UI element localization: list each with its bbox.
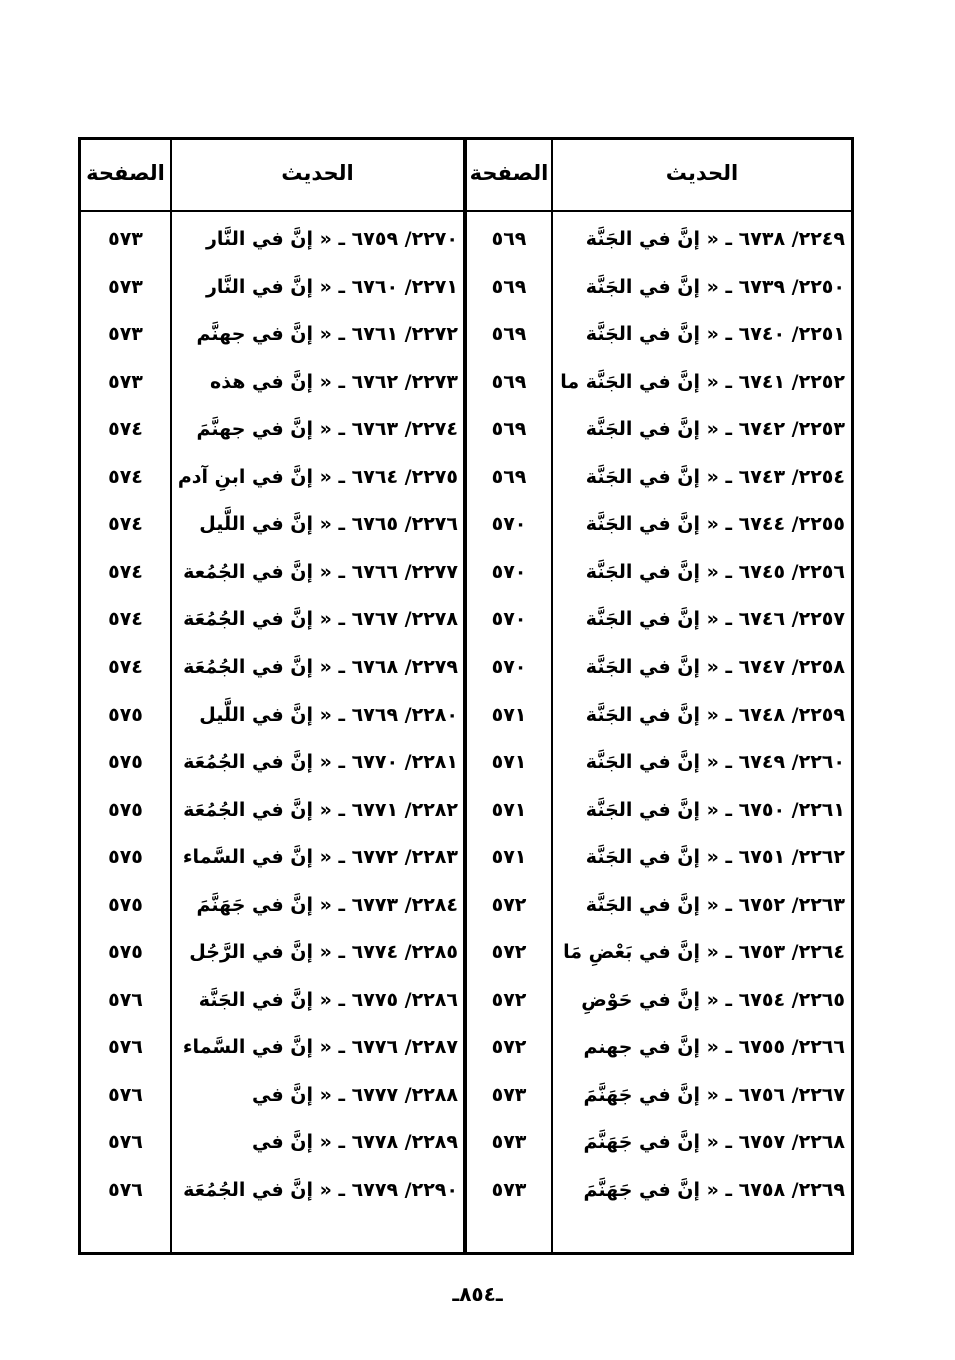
hadith-entry: ٢٢٨٦/ ٦٧٧٥ ـ « إنَّ في الجَنَّة (198, 988, 458, 1011)
hadith-entry: ٢٢٧٣/ ٦٧٦٢ ـ « إنَّ في هذه (210, 370, 458, 393)
table-row (81, 359, 851, 407)
hadith-entry: ٢٢٧٩/ ٦٧٦٨ ـ « إنَّ في الجُمُعَة (183, 655, 458, 678)
page-reference: ٥٧٥ (108, 846, 143, 869)
table-row (81, 977, 851, 1025)
table-row (81, 1024, 851, 1072)
page-reference: ٥٧٣ (108, 228, 143, 250)
hadith-entry: ٢٢٥٧/ ٦٧٤٦ ـ « إنَّ في الجَنَّة (585, 608, 845, 631)
page-reference: ٥٧٢ (491, 893, 527, 916)
hadith-entry: ٢٢٨١/ ٦٧٧٠ ـ « إنَّ في الجُمُعَة (183, 751, 458, 774)
table-row (81, 596, 851, 644)
hadith-entry: ٢٢٦٠/ ٦٧٤٩ ـ « إنَّ في الجَنَّة (585, 751, 845, 774)
page-reference: ٥٦٩ (491, 275, 527, 298)
hadith-entry: ٢٢٨٤/ ٦٧٧٣ ـ « إنَّ في جَهَنَّمَ (196, 893, 458, 916)
hadith-entry: ٢٢٦٩/ ٦٧٥٨ ـ « إنَّ في جَهَنَّمَ (583, 1179, 845, 1201)
table-row (81, 311, 851, 359)
hadith-entry: ٢٢٥٨/ ٦٧٤٧ ـ « إنَّ في الجَنَّة (585, 655, 845, 678)
hadith-entry: ٢٢٦٨/ ٦٧٥٧ ـ « إنَّ في جَهَنَّمَ (583, 1131, 845, 1154)
page-reference: ٥٧٤ (108, 560, 143, 583)
page-reference: ٥٧٤ (108, 513, 143, 536)
table-row (81, 549, 851, 597)
hadith-entry: ٢٢٨٨/ ٦٧٧٧ ـ « إنَّ في (252, 1083, 458, 1106)
hadith-entry: ٢٢٥٩/ ٦٧٤٨ ـ « إنَّ في الجَنَّة (585, 703, 845, 726)
page-reference: ٥٧٢ (491, 941, 527, 964)
table-row (81, 1167, 851, 1215)
header-hadith-right: الحديث (665, 161, 739, 185)
hadith-entry: ٢٢٥٠/ ٦٧٣٩ ـ « إنَّ في الجَنَّة (585, 275, 845, 298)
hadith-entry: ٢٢٧١/ ٦٧٦٠ ـ « إنَّ في النَّار (205, 275, 458, 298)
page-reference: ٥٧٣ (491, 1179, 527, 1201)
hadith-entry: ٢٢٧٨/ ٦٧٦٧ ـ « إنَّ في الجُمُعَة (183, 608, 458, 631)
page-reference: ٥٧٢ (491, 988, 527, 1011)
page-reference: ٥٧١ (491, 751, 527, 774)
index-table (78, 137, 854, 1255)
hadith-entry: ٢٢٥٢/ ٦٧٤١ ـ « إنَّ في الجَنَّة ما (560, 370, 845, 393)
hadith-entry: ٢٢٧٤/ ٦٧٦٣ ـ « إنَّ في جهنَّمَ (196, 418, 458, 441)
table-row (81, 406, 851, 454)
hadith-entry: ٢٢٦٣/ ٦٧٥٢ ـ « إنَّ في الجَنَّة (585, 893, 845, 916)
table-row (81, 1119, 851, 1167)
page-reference: ٥٧٤ (108, 465, 143, 488)
page-reference: ٥٦٩ (491, 418, 527, 441)
page-reference: ٥٧٤ (108, 418, 143, 441)
page-reference: ٥٧٣ (108, 275, 143, 298)
table-row (81, 1072, 851, 1120)
page-reference: ٥٦٩ (491, 323, 527, 346)
page-reference: ٥٦٩ (491, 465, 527, 488)
header-hadith-left: الحديث (281, 161, 354, 185)
page-reference: ٥٦٩ (491, 370, 527, 393)
hadith-entry: ٢٢٥١/ ٦٧٤٠ ـ « إنَّ في الجَنَّة (585, 323, 845, 346)
hadith-entry: ٢٢٧٧/ ٦٧٦٦ ـ « إنَّ في الجُمُعة (183, 560, 458, 583)
hadith-entry: ٢٢٨٧/ ٦٧٧٦ ـ « إنَّ في السَّماء (182, 1036, 458, 1059)
page-reference: ٥٧٤ (108, 608, 143, 631)
page-reference: ٥٧١ (491, 798, 527, 821)
hadith-entry: ٢٢٨٣/ ٦٧٧٢ ـ « إنَّ في السَّماء (182, 846, 458, 869)
table-row (81, 882, 851, 930)
page-reference: ٥٧٥ (108, 703, 143, 726)
hadith-entry: ٢٢٧٢/ ٦٧٦١ ـ « إنَّ في جهنَّم (196, 323, 458, 346)
page-reference: ٥٧٠ (491, 608, 527, 631)
page-reference: ٥٦٩ (491, 228, 527, 250)
page-reference: ٥٧٥ (108, 751, 143, 774)
page-reference: ٥٧٠ (491, 655, 527, 678)
hadith-entry: ٢٢٧٠/ ٦٧٥٩ ـ « إنَّ في النَّار (205, 228, 458, 250)
page-reference: ٥٧٤ (108, 655, 143, 678)
table-row (81, 454, 851, 502)
page-reference: ٥٧٦ (108, 1036, 143, 1059)
page-reference: ٥٧٣ (108, 323, 143, 346)
page-reference: ٥٧٠ (491, 560, 527, 583)
page-reference: ٥٧١ (491, 846, 527, 869)
page-number: ـ٨٥٤ـ (452, 1282, 503, 1306)
hadith-entry: ٢٢٦١/ ٦٧٥٠ ـ « إنَّ في الجَنَّة (585, 798, 845, 821)
table-row (81, 644, 851, 692)
header-page-right: الصفحة (469, 161, 549, 185)
table-row (81, 501, 851, 549)
table-row (81, 834, 851, 882)
table-row (81, 692, 851, 740)
table-row (81, 216, 851, 264)
page-reference: ٥٧٢ (491, 1036, 527, 1059)
page-reference: ٥٧٦ (108, 1131, 143, 1154)
hadith-entry: ٢٢٨٠/ ٦٧٦٩ ـ « إنَّ في اللَّيل (199, 703, 458, 726)
hadith-entry: ٢٢٤٩/ ٦٧٣٨ ـ « إنَّ في الجَنَّة (585, 228, 845, 250)
hadith-entry: ٢٢٥٥/ ٦٧٤٤ ـ « إنَّ في الجَنَّة (585, 513, 845, 536)
hadith-entry: ٢٢٦٤/ ٦٧٥٣ ـ « إنَّ في بَعْضِ مَا (563, 941, 845, 964)
header-page-left: الصفحة (86, 161, 165, 185)
table-row (81, 739, 851, 787)
page-reference: ٥٧٦ (108, 1179, 143, 1201)
page-reference: ٥٧٥ (108, 893, 143, 916)
page-reference: ٥٧٥ (108, 941, 143, 964)
hadith-entry: ٢٢٨٥/ ٦٧٧٤ ـ « إنَّ في الرَّجُل (189, 941, 458, 964)
hadith-entry: ٢٢٦٦/ ٦٧٥٥ ـ « إنَّ في جهنم (583, 1036, 845, 1059)
page-reference: ٥٧٣ (108, 370, 143, 393)
hadith-entry: ٢٢٧٥/ ٦٧٦٤ ـ « إنَّ في ابنِ آدم (177, 465, 458, 488)
page-reference: ٥٧٣ (491, 1083, 527, 1106)
hadith-entry: ٢٢٧٦/ ٦٧٦٥ ـ « إنَّ في اللَّيل (199, 513, 458, 536)
hadith-entry: ٢٢٥٦/ ٦٧٤٥ ـ « إنَّ في الجَنَّة (585, 560, 845, 583)
hadith-entry: ٢٢٥٣/ ٦٧٤٢ ـ « إنَّ في الجَنَّة (585, 418, 845, 441)
hadith-entry: ٢٢٦٧/ ٦٧٥٦ ـ « إنَّ في جَهَنَّمَ (583, 1083, 845, 1106)
page-reference: ٥٧٠ (491, 513, 527, 536)
page-reference: ٥٧٦ (108, 988, 143, 1011)
page-reference: ٥٧٣ (491, 1131, 527, 1154)
hadith-entry: ٢٢٨٩/ ٦٧٧٨ ـ « إنَّ في (252, 1131, 458, 1154)
page-reference: ٥٧١ (491, 703, 527, 726)
hadith-entry: ٢٢٨٢/ ٦٧٧١ ـ « إنَّ في الجُمُعَة (183, 798, 458, 821)
hadith-entry: ٢٢٦٥/ ٦٧٥٤ ـ « إنَّ في حَوْضِ (581, 988, 845, 1011)
table-row (81, 787, 851, 835)
page-reference: ٥٧٦ (108, 1083, 143, 1106)
page-reference: ٥٧٥ (108, 798, 143, 821)
hadith-entry: ٢٢٩٠/ ٦٧٧٩ ـ « إنَّ في الجُمُعَة (183, 1179, 458, 1201)
table-row (81, 264, 851, 312)
table-row (81, 929, 851, 977)
hadith-entry: ٢٢٦٢/ ٦٧٥١ ـ « إنَّ في الجَنَّة (585, 846, 845, 869)
hadith-entry: ٢٢٥٤/ ٦٧٤٣ ـ « إنَّ في الجَنَّة (585, 465, 845, 488)
